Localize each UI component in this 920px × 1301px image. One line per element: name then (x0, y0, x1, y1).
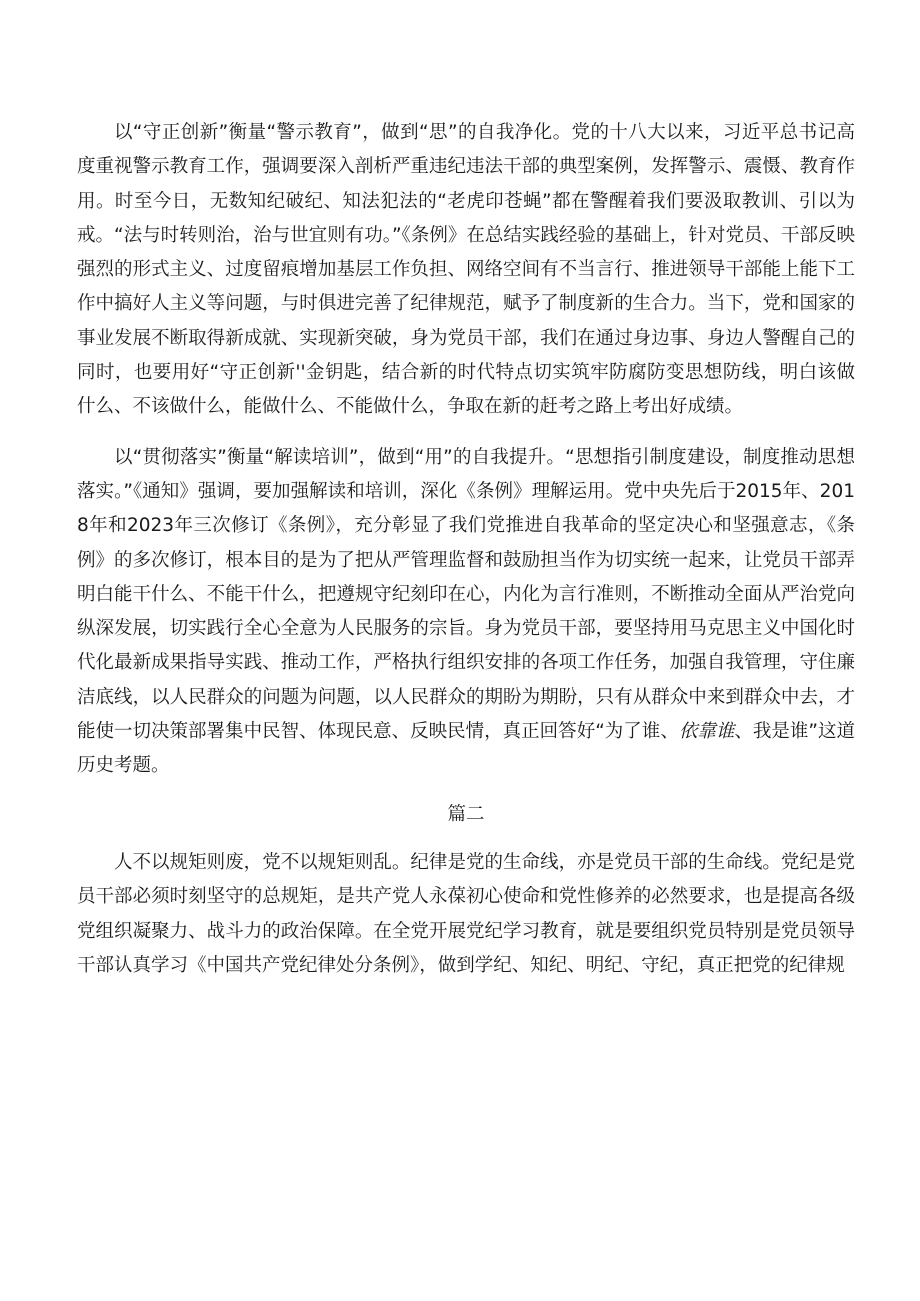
paragraph-2-text-a: 以“贯彻落实”衡量“解读培训”，做到“用”的自我提升。“思想指引制度建设，制度推动思想落实。”《通知》强调，要加强解读和培训，深化《条例》理解运用。党中央先后于2015年、2018年和2023年三次修订《条例》，充分彰显了我们党推进自我革命的坚定决心和坚强意志，《条例》的多次修订，根本目的是为了把从严管理监督和鼓励担当作为切实统一起来，让党员干部弄明白能干什么、不能干什么，把遵规守纪刻印在心，内化为言行准则，不断推动全面从严治党向纵深发展，切实践行全心全意为人民服务的宗旨。身为党员干部，要坚持用马克思主义中国化时代化最新成果指导实践、推动工作，严格执行组织安排的各项工作任务，加强自我管理，守住廉洁底线，以人民群众的问题为问题，以人民群众的期盼为期盼，只有从群众中来到群众中去，才能使一切决策部署集中民智、体现民意、反映民情，真正回答好“为了谁、 (77, 446, 855, 743)
paragraph-3: 人不以规矩则废，党不以规矩则乱。纪律是党的生命线，亦是党员干部的生命线。党纪是党员干部必须时刻坚守的总规矩，是共产党人永葆初心使命和党性修养的必然要求，也是提高各级党组织凝聚力、战斗力的政治保障。在全党开展党纪学习教育，就是要组织党员特别是党员领导干部认真学习《中国共产党纪律处分条例》，做到学纪、知纪、明纪、守纪，真正把党的纪律规 (77, 851, 855, 976)
paragraph-2-italic-text: 依靠谁 (678, 721, 735, 743)
paragraph-2 (77, 441, 855, 784)
paragraph-1: 以“守正创新”衡量“警示教育”，做到“思”的自我净化。党的十八大以来，习近平总书记高度重视警示教育工作，强调要深入剖析严重违纪违法干部的典型案例，发挥警示、震慑、教育作用。时至今日，无数知纪破纪、知法犯法的“老虎印苍蝇”都在警醒着我们要汲取教训、引以为戒。“法与时转则治，治与世宜则有功。”《条例》在总结实践经验的基础上，针对党员、干部反映强烈的形式主义、过度留痕增加基层工作负担、网络空间有不当言行、推进领导干部能上能下工作中搞好人主义等问题，与时俱进完善了纪律规范，赋予了制度新的生合力。当下，党和国家的事业发展不断取得新成就、实现新突破，身为党员干部，我们在通过身边事、身边人警醒自己的同时，也要用好“守正创新''金钥匙，结合新的时代特点切实筑牢防腐防变思想防线，明白该做什么、不该做什么，能做什么、不能做什么，争取在新的赶考之路上考出好成绩。 (77, 122, 855, 418)
paragraph-2-text-b: 、我是谁”这道历史考题。 (77, 721, 855, 777)
document-body (77, 116, 855, 983)
section-heading: 篇二 (447, 803, 485, 825)
